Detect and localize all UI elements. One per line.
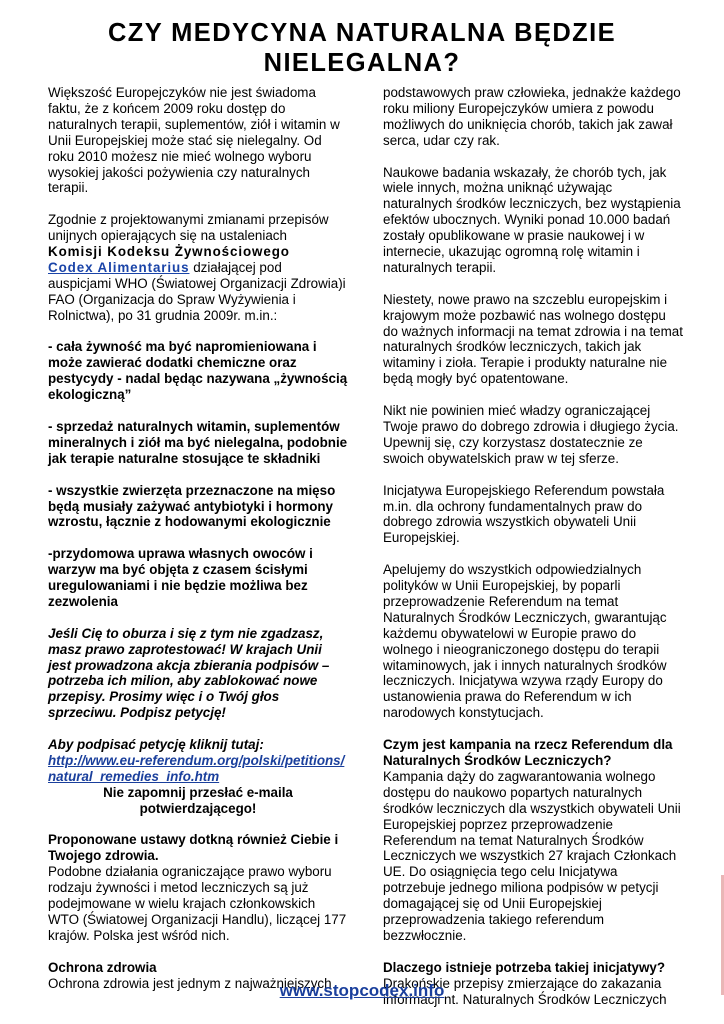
bullet-vitamins-illegal: - sprzedaż naturalnych witamin, suplementów mineralnych i ziół ma być nielegalna, podobnie jak terapie naturalne stosujące te składniki: [48, 418, 348, 466]
new-law-paragraph: Niestety, nowe prawo na szczeblu europejskim i krajowym może pozbawić nas wolnego dostępu do ważnych informacji na temat zdrowia i na temat naturalnych środków leczniczych, takich jak witaminy i zioła. Terapie i produkty naturalne nie będą mogły być opatentowane.: [383, 291, 683, 387]
bullet-home-gardening: -przydomowa uprawa własnych owoców i warzyw ma być objęta z czasem ścisłymi uregulowaniami i nie będzie możliwa bez zezwolenia: [48, 546, 313, 609]
petition-block: [48, 737, 348, 817]
campaign-section: [383, 737, 683, 944]
campaign-heading: Czym jest kampania na rzecz Referendum dla Naturalnych Środków Leczniczych?: [383, 737, 673, 768]
initiative-paragraph: Inicjatywa Europejskiego Referendum powstała m.in. dla ochrony fundamentalnych praw do dobrego zdrowia wszystkich obywateli Unii Europejskiej.: [383, 482, 665, 546]
no-one-paragraph: Nikt nie powinien mieć władzy ograniczającej Twoje prawo do dobrego zdrowia i długiego życia. Upewnij się, czy korzystasz dostatecznie ze swoich obywatelskich praw w tej sferze.: [383, 403, 679, 466]
protest-appeal: Jeśli Cię to oburza i się z tym nie zgadzasz, masz prawo zaprotestować! W krajach Unii jest prowadzona akcja zbierania podpisów – potrzeba ich milion, aby zablokować nowe przepisy. Prosimy więc i o Twój głos sprzeciwu. Podpisz petycję!: [48, 625, 330, 721]
bullet-antibiotics-hormones: - wszystkie zwierzęta przeznaczone na mięso będą musiały zażywać antybiotyki i hormony wzrostu, łącznie z hodowanymi ekologicznie: [48, 482, 336, 530]
research-paragraph: Naukowe badania wskazały, że chorób tych, jak wiele innych, można uniknąć używając naturalnych środków leczniczych, bez wystąpienia efektów ubocznych. Wyniki ponad 10.000 badań zostały opublikowane w prasie naukowej i w internecie, ukazując ogromną rolę witamin i naturalnych terapii.: [383, 164, 681, 275]
title-line-2: NIELEGALNA?: [263, 49, 461, 77]
codex-rest-text: działającej pod auspicjami WHO (Światowej Organizacji Zdrowia)i FAO (Organizacja do Spraw Wyżywienia i Rolnictwa), po 31 grudnia 2009r. m.in.:: [48, 259, 346, 323]
confirmation-reminder: Nie zapomnij przesłać e-maila potwierdzającego!: [103, 784, 293, 816]
bullet-irradiated-food: - cała żywność ma być napromieniowana i może zawierać dodatki chemiczne oraz pestycydy - nadal będąc nazywana „żywnością ekologiczną”: [48, 339, 348, 403]
page-title: [40, 18, 684, 78]
stopcodex-link[interactable]: www.stopcodex.info: [279, 981, 445, 1000]
codex-paragraph: [48, 212, 348, 323]
campaign-body: Kampania dąży do zagwarantowania wolnego dostępu do naukowo popartych naturalnych środków leczniczych dla wszystkich obywateli Unii Europejskiej poprzez przeprowadzenie Referendum na temat Naturalnych Środków Leczniczych we wszystkich 27 krajach Członkach UE. Do osiągnięcia tego celu Inicjatywa potrzebuje jednego miliona podpisów w petycji domagającej się od Unii Europejskiej przeprowadzenia takiego referendum bezzwłocznie.: [383, 768, 681, 943]
left-column: [48, 85, 348, 1007]
rights-paragraph: podstawowych praw człowieka, jednakże każdego roku miliony Europejczyków umiera z powodu możliwych do uniknięcia chorób, takich jak zawał serca, udar czy rak.: [383, 85, 681, 148]
proposed-laws-body: Podobne działania ograniczające prawo wyboru rodzaju żywności i metod leczniczych są już podejmowane w wielu krajach członkowskich WTO (Światowej Organizacji Handlu), liczącej 177 krajów. Polska jest wśród nich.: [48, 864, 347, 943]
codex-intro-text: Zgodnie z projektowanymi zmianami przepisów unijnych opierających się na ustaleniach: [48, 212, 329, 244]
right-column: [383, 85, 683, 1023]
why-body: Drakońskie przepisy zmierzające do zakazania informacji nt. Naturalnych Środków Leczniczych: [383, 975, 667, 1007]
health-heading: Ochrona zdrowia: [48, 959, 157, 975]
why-heading: Dlaczego istnieje potrzeba takiej inicjatywy?: [383, 959, 666, 975]
footer: [0, 981, 724, 1001]
codex-alimentarius-link[interactable]: Codex Alimentarius: [48, 259, 190, 275]
proposed-laws-heading: Proponowane ustawy dotkną również Ciebie i Twojego zdrowia.: [48, 832, 339, 864]
intro-paragraph: Większość Europejczyków nie jest świadoma faktu, że z końcem 2009 roku dostęp do naturalnych terapii, suplementów, ziół i witamin w Unii Europejskiej może stać się nielegalny. Od roku 2010 możesz nie mieć wolnego wyboru wysokiej jakości pożywienia czy naturalnych terapii.: [48, 85, 340, 196]
title-line-1: CZY MEDYCYNA NATURALNA BĘDZIE: [107, 19, 617, 47]
health-body: Ochrona zdrowia jest jednym z najważniejszych: [48, 975, 332, 991]
proposed-laws-section: [48, 832, 348, 943]
petition-link[interactable]: http://www.eu-referendum.org/polski/petitions/natural_remedies_info.htm: [48, 752, 345, 784]
appeal-politicians-paragraph: Apelujemy do wszystkich odpowiedzialnych polityków w Unii Europejskiej, by poparli przeprowadzenie Referendum na temat Naturalnych Środków Leczniczych, gwarantując każdemu obywatelowi w Europie prawo do wolnego i nieograniczonego dostępu do terapii witaminowych, jak i innych naturalnych środków leczniczych. Inicjatywa wzywa rządy Europy do ustanowienia prawa do Referendum w ich narodowych konstytucjach.: [383, 562, 667, 721]
petition-label: Aby podpisać petycję kliknij tutaj:: [48, 737, 264, 753]
komisja-name: Komisji Kodeksu Żywnościowego: [48, 244, 290, 260]
